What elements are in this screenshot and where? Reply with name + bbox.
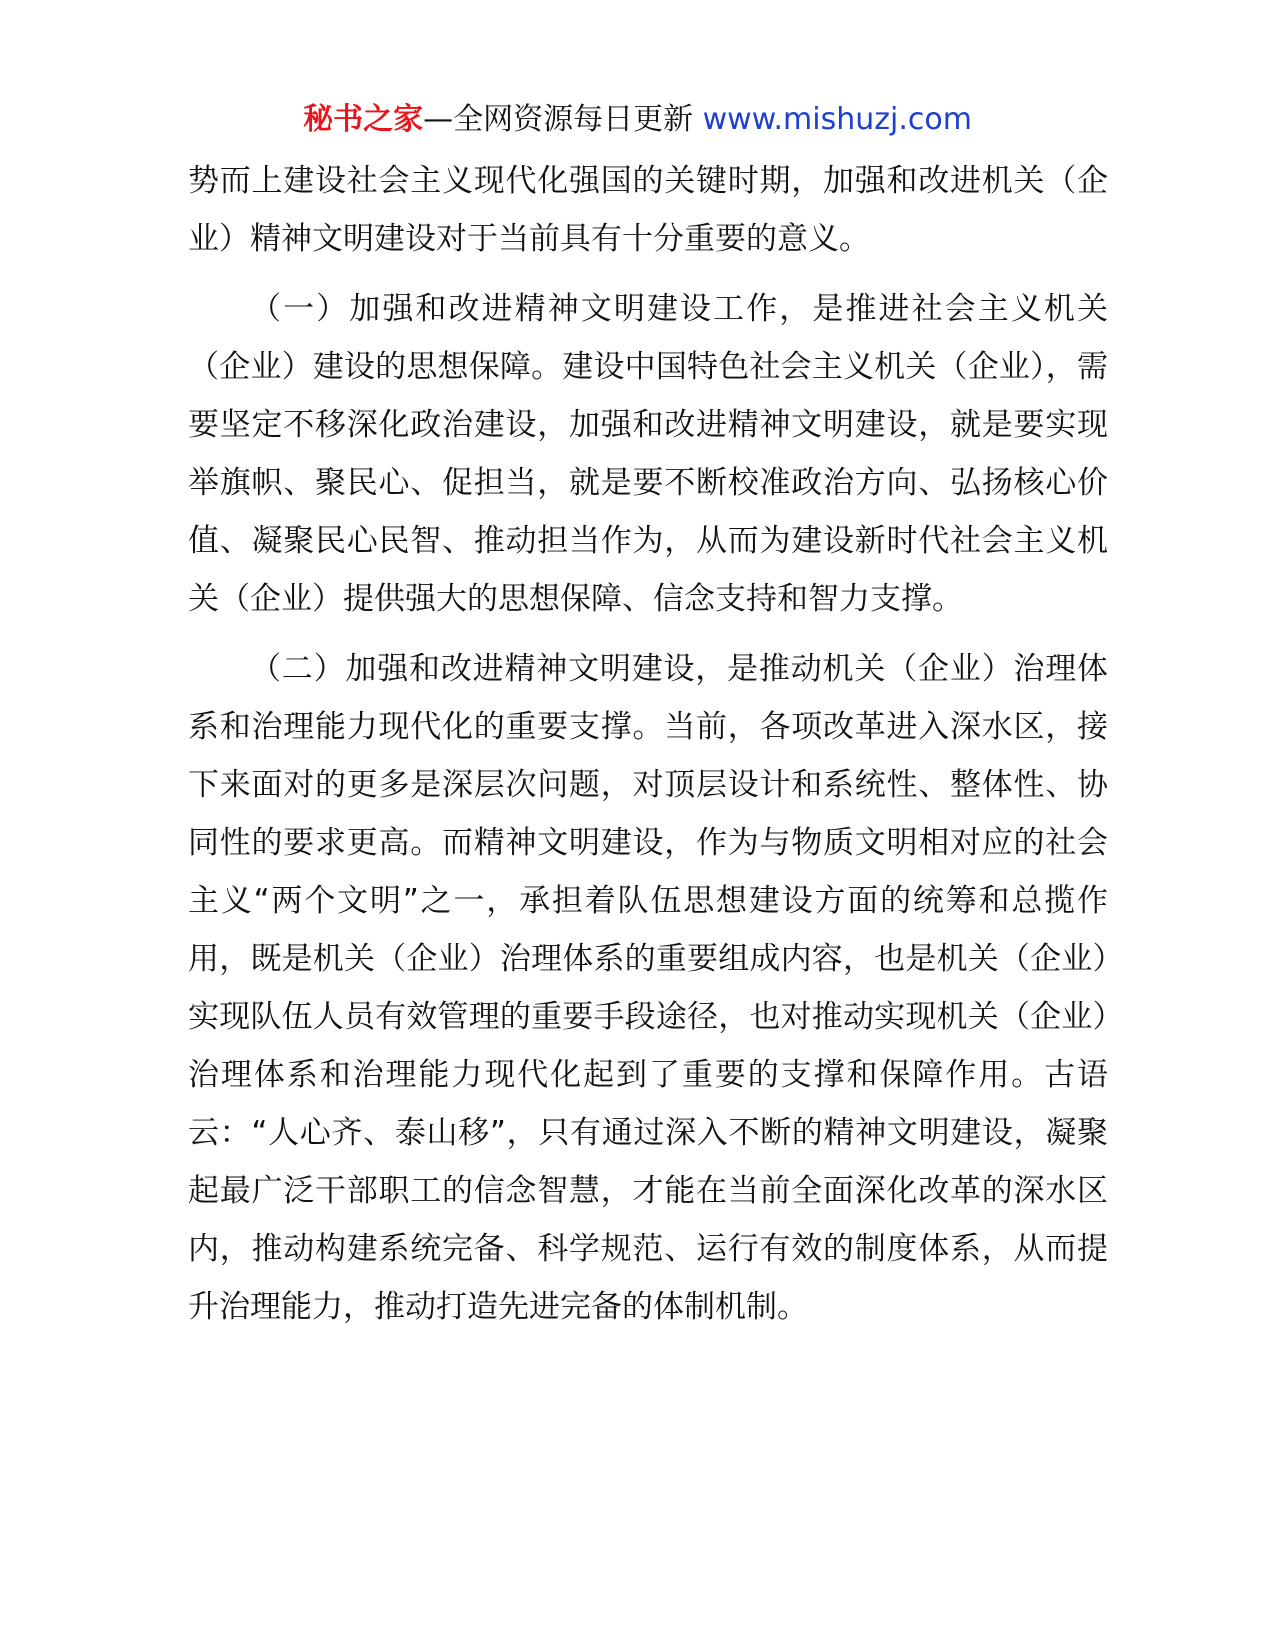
paragraph-section-two: （二）加强和改进精神文明建设，是推动机关（企业）治理体系和治理能力现代化的重要支撑。当前，各项改革进入深水区，接下来面对的更多是深层次问题，对顶层设计和系统性、整体性、协同性的要求更高。而精神文明建设，作为与物质文明相对应的社会主义“两个文明”之一，承担着队伍思想建设方面的统筹和总揽作用，既是机关（企业）治理体系的重要组成内容，也是机关（企业）实现队伍人员有效管理的重要手段途径，也对推动实现机关（企业）治理体系和治理能力现代化起到了重要的支撑和保障作用。古语云：“人心齐、泰山移”，只有通过深入不断的精神文明建设，凝聚起最广泛干部职工的信念智慧，才能在当前全面深化改革的深水区内，推动构建系统完备、科学规范、运行有效的制度体系，从而提升治理能力，推动打造先进完备的体制机制。	[188, 651, 1108, 1325]
document-body	[188, 152, 1108, 1348]
header-tagline: —全网资源每日更新	[423, 102, 703, 137]
paragraph-section-one: （一）加强和改进精神文明建设工作，是推进社会主义机关（企业）建设的思想保障。建设中国特色社会主义机关（企业），需要坚定不移深化政治建设，加强和改进精神文明建设，就是要实现举旗帜、聚民心、促担当，就是要不断校准政治方向、弘扬核心价值、凝聚民心民智、推动担当作为，从而为建设新时代社会主义机关（企业）提供强大的思想保障、信念支持和智力支撑。	[188, 291, 1108, 617]
header-url[interactable]: www.mishuzj.com	[702, 102, 972, 137]
page-header	[0, 98, 1275, 142]
paragraph-continuation: 势而上建设社会主义现代化强国的关键时期，加强和改进机关（企业）精神文明建设对于当前具有十分重要的意义。	[188, 163, 1108, 257]
brand-name: 秘书之家	[303, 102, 424, 137]
